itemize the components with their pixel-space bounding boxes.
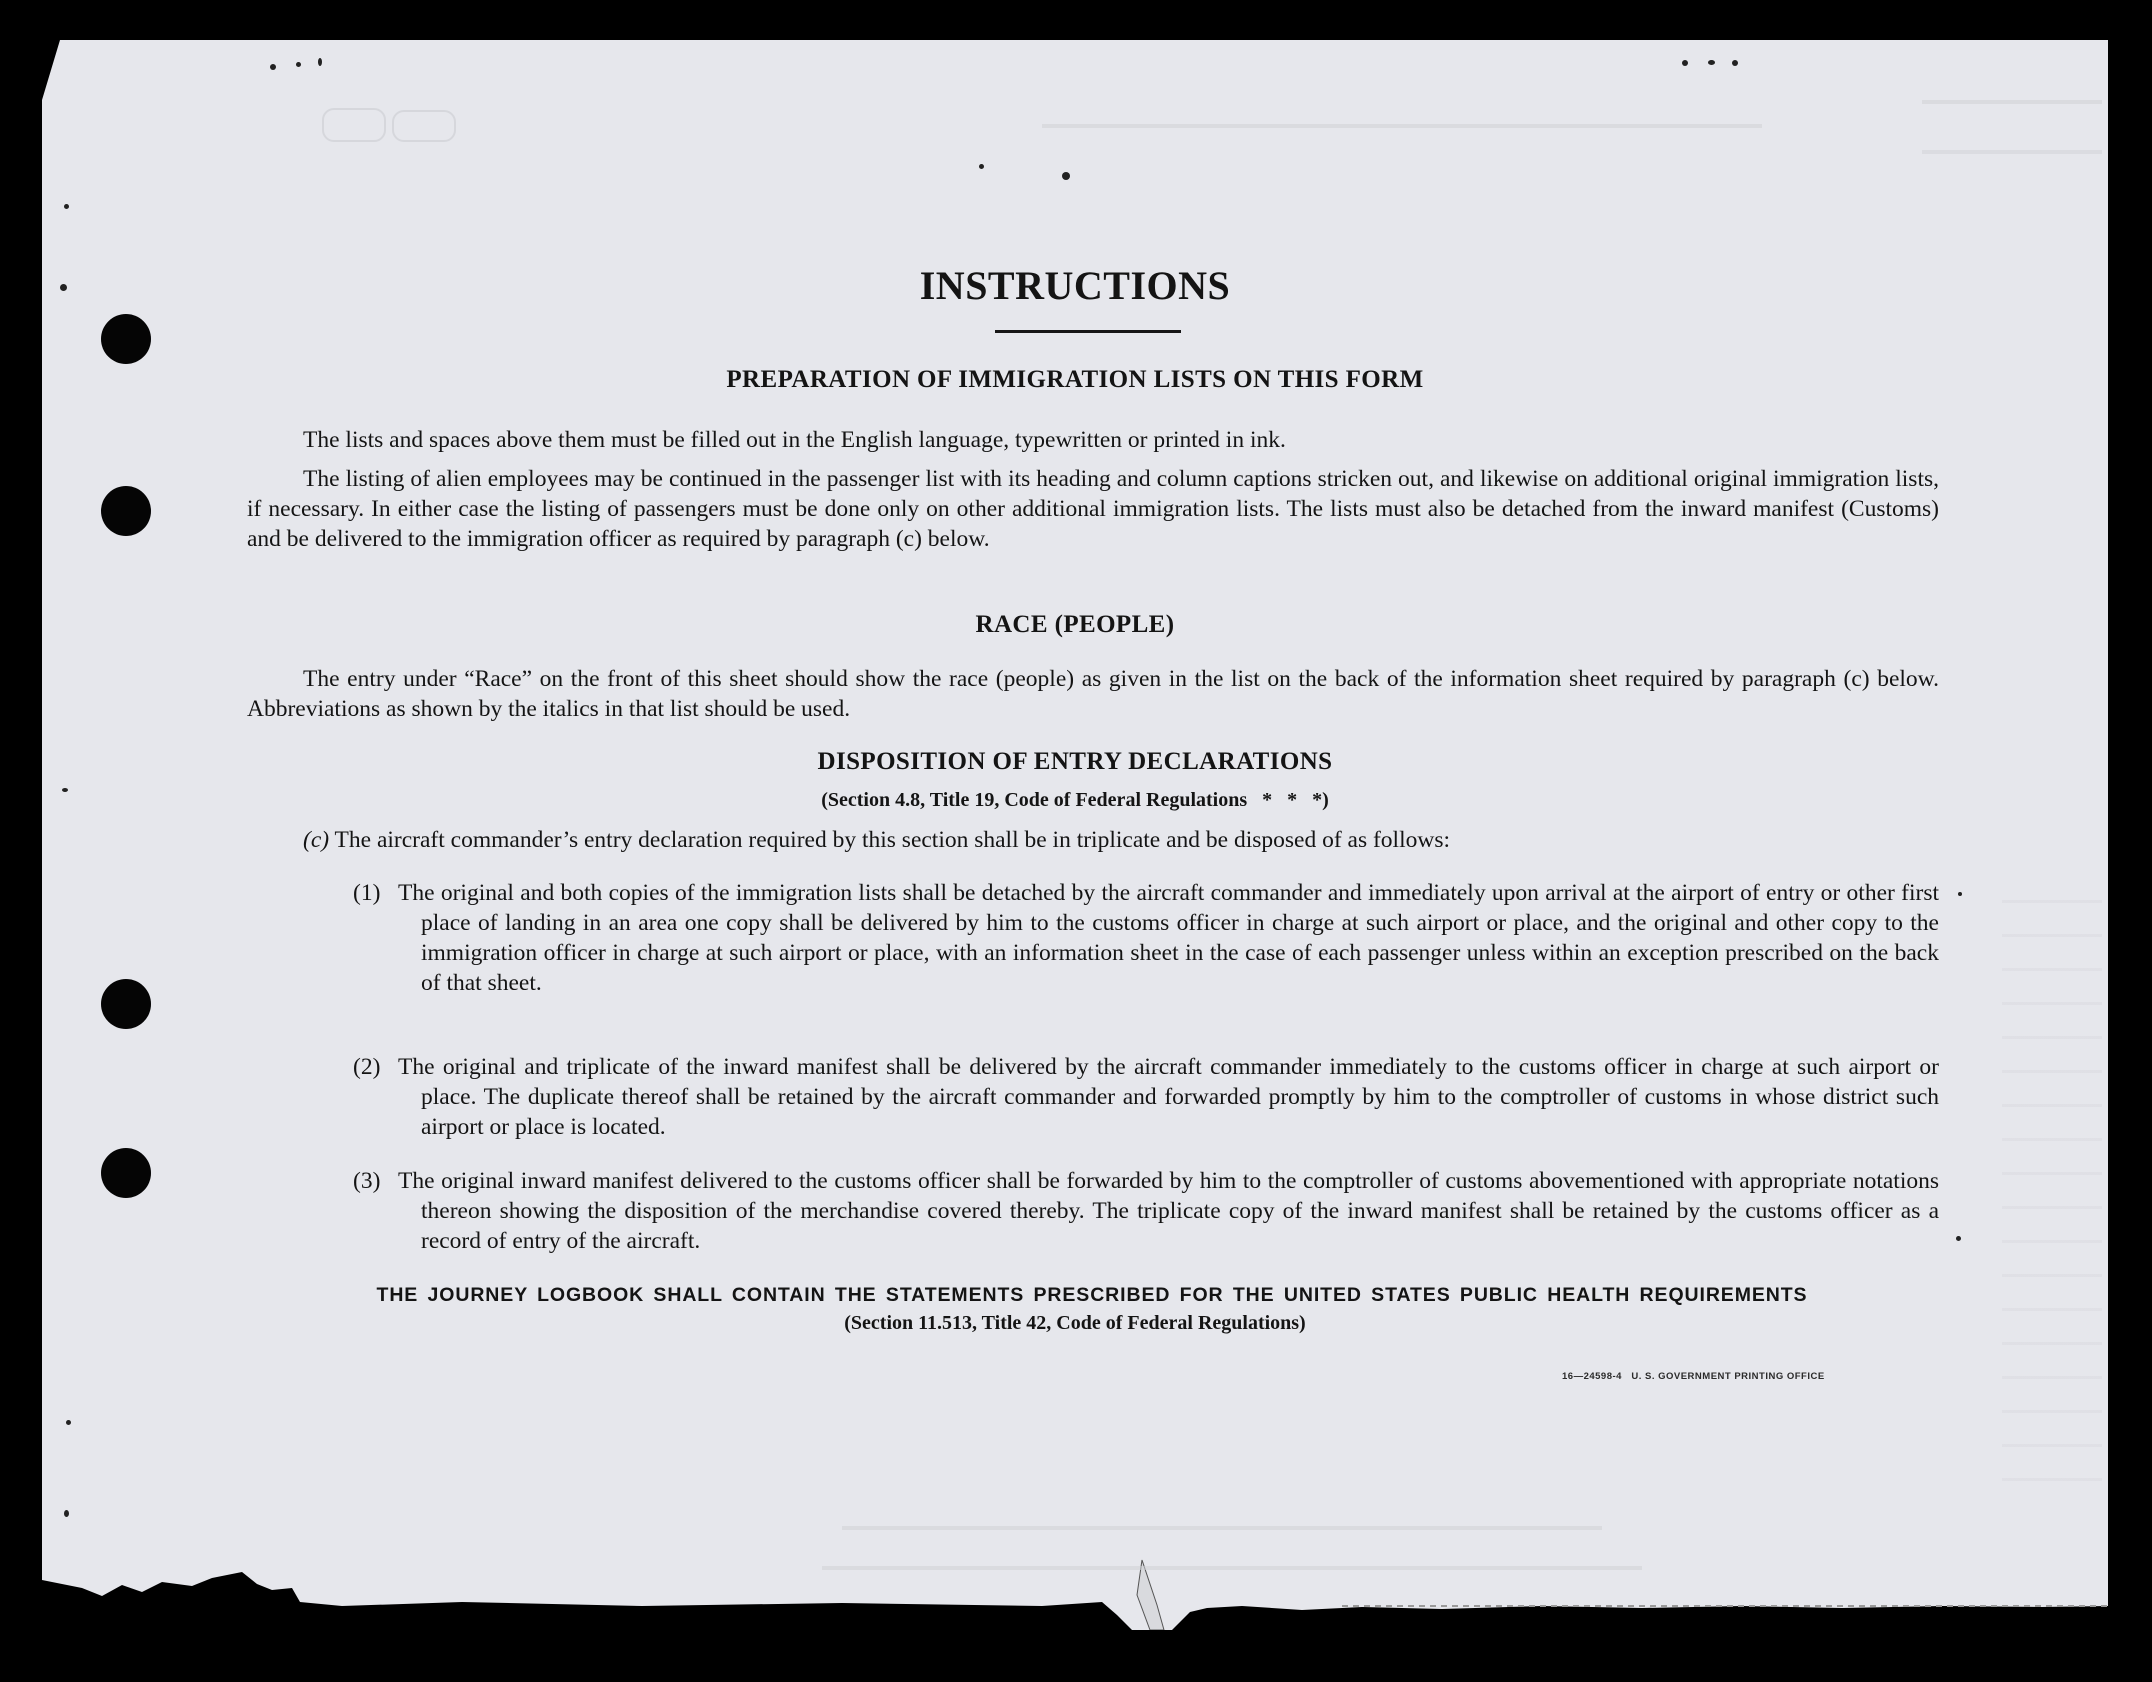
disposition-heading: DISPOSITION OF ENTRY DECLARATIONS — [817, 748, 1333, 775]
paper-speck — [1732, 60, 1738, 66]
race-heading: RACE (PEOPLE) — [975, 611, 1175, 638]
punch-hole — [101, 314, 151, 364]
disposition-item-3 — [353, 1166, 1939, 1256]
paper-speck — [64, 204, 69, 209]
disposition-item-2 — [353, 1052, 1939, 1142]
bleed-through-smudge — [822, 1566, 1642, 1570]
paper-speck — [64, 1510, 69, 1517]
disposition-reference: (Section 4.8, Title 19, Code of Federal Regulations * * *) — [821, 789, 1329, 811]
disposition-item-1 — [353, 878, 1939, 998]
bleed-through-smudge — [1922, 150, 2102, 154]
paper-speck — [270, 64, 276, 70]
bleed-through-smudge — [1042, 124, 1762, 128]
disposition-intro — [303, 825, 1939, 855]
health-requirements-statement: THE JOURNEY LOGBOOK SHALL CONTAIN THE STATEMENTS PRESCRIBED FOR THE UNITED STATES PUBLIC HEALTH REQUIREMENTS — [376, 1284, 1808, 1306]
item-text: The original and both copies of the immigration lists shall be detached by the aircraft commander and immediately upon arrival at the airport of entry or other first place of landing in an area one copy shall be delivered by him to the customs officer in charge at such airport or place, and the original and other copy to the immigration officer in charge at such airport or place, with an information sheet in the case of each passenger unless within an exception prescribed on the back of that sheet. — [398, 880, 1939, 996]
bleed-through-smudge — [842, 1526, 1602, 1530]
preparation-paragraph-1: The lists and spaces above them must be filled out in the English language, typewritten or printed in ink. — [303, 427, 1286, 453]
bleed-through-smudge — [322, 108, 386, 142]
bleed-through-smudge — [392, 110, 456, 142]
paper-speck — [1062, 172, 1070, 180]
item-number: (2) — [353, 1054, 381, 1080]
paper-speck — [1958, 892, 1962, 896]
title-underline — [995, 330, 1181, 333]
page-title: INSTRUCTIONS — [919, 263, 1231, 308]
punch-hole — [101, 979, 151, 1029]
race-paragraph: The entry under “Race” on the front of this sheet should show the race (people) as given in the list on the back of the information sheet required by paragraph (c) below. Abbreviations as shown by the italics in that list should be used. — [247, 666, 1939, 722]
item-text: The original inward manifest delivered to the customs officer shall be forwarded by him to the comptroller of customs abovementioned with appropriate notations thereon showing the disposition of the merchandise covered thereby. The triplicate copy of the inward manifest shall be retained by the customs officer as a record of entry of the aircraft. — [398, 1168, 1939, 1254]
paper-speck — [979, 164, 984, 169]
preparation-paragraph-2: The listing of alien employees may be continued in the passenger list with its heading and column captions stricken out, and likewise on additional original immigration lists, if necessary. In either case the listing of passengers must be done only on other additional immigration lists. The lists must also be detached from the inward manifest (Customs) and be delivered to the immigration officer as required by paragraph (c) below. — [247, 466, 1939, 552]
paper-speck — [66, 1420, 71, 1425]
disposition-intro-label: (c) — [303, 827, 330, 853]
health-requirements-reference: (Section 11.513, Title 42, Code of Federal Regulations) — [844, 1312, 1306, 1334]
paper-speck — [1956, 1236, 1961, 1241]
punch-hole — [101, 1148, 151, 1198]
document-page — [42, 40, 2108, 1630]
item-text: The original and triplicate of the inward manifest shall be delivered by the aircraft commander immediately to the customs officer in charge at such airport or place. The duplicate thereof shall be retained by the aircraft commander and forwarded promptly by him to the comptroller of customs in whose district such airport or place is located. — [398, 1054, 1939, 1140]
paper-speck — [1708, 60, 1715, 65]
paper-speck — [296, 62, 301, 67]
disposition-intro-text: The aircraft commander’s entry declaration required by this section shall be in triplicate and be disposed of as follows: — [334, 827, 1451, 853]
item-number: (3) — [353, 1168, 381, 1194]
printer-imprint: 16—24598-4 U. S. GOVERNMENT PRINTING OFFICE — [1562, 1371, 1825, 1382]
bleed-through-smudge — [1922, 100, 2102, 104]
paper-speck — [318, 58, 322, 66]
item-number: (1) — [353, 880, 381, 906]
punch-hole — [101, 486, 151, 536]
bleed-through-smudge — [2002, 900, 2102, 1500]
paper-speck — [1682, 60, 1688, 66]
preparation-heading: PREPARATION OF IMMIGRATION LISTS ON THIS FORM — [726, 366, 1424, 393]
